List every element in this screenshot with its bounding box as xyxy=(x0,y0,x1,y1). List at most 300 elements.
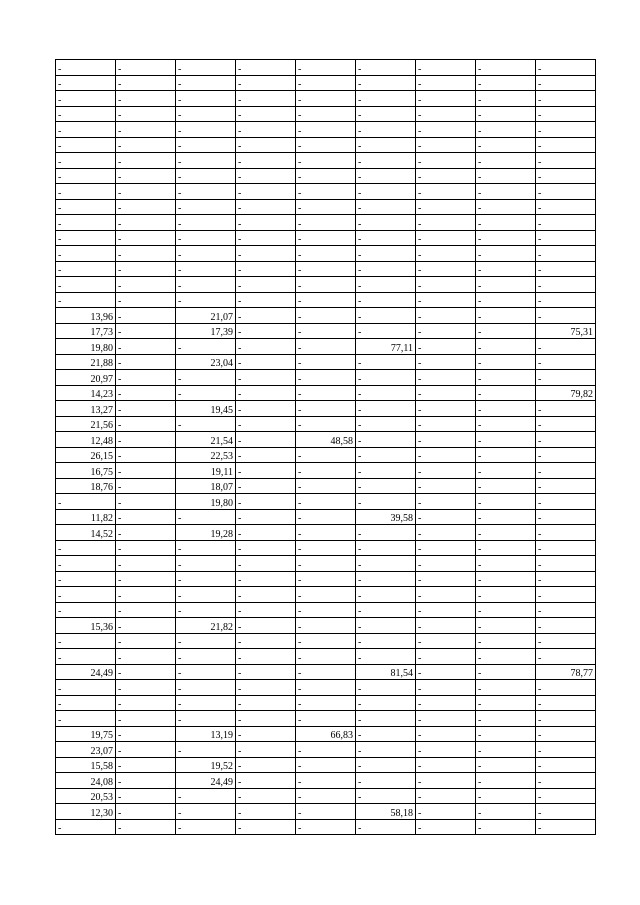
table-cell: - xyxy=(476,494,536,510)
table-cell: - xyxy=(236,509,296,525)
table-cell: - xyxy=(236,60,296,76)
table-row xyxy=(56,664,596,680)
table-cell: - xyxy=(476,75,536,91)
table-cell: - xyxy=(116,122,176,138)
table-cell: - xyxy=(476,184,536,200)
table-cell: - xyxy=(236,308,296,324)
table-cell: - xyxy=(476,525,536,541)
table-cell: 39,58 xyxy=(356,509,416,525)
table-cell: 17,39 xyxy=(176,323,236,339)
table-cell: - xyxy=(116,587,176,603)
table-cell: - xyxy=(236,168,296,184)
table-cell: - xyxy=(176,540,236,556)
table-cell: - xyxy=(296,711,356,727)
table-cell: - xyxy=(476,292,536,308)
table-row xyxy=(56,184,596,200)
table-cell: 81,54 xyxy=(356,664,416,680)
table-cell: - xyxy=(176,680,236,696)
table-cell: - xyxy=(296,819,356,835)
table-cell: - xyxy=(416,804,476,820)
table-cell: - xyxy=(356,726,416,742)
table-cell: - xyxy=(116,788,176,804)
table-cell: - xyxy=(236,664,296,680)
table-cell: - xyxy=(116,75,176,91)
table-cell: - xyxy=(176,711,236,727)
table-cell: - xyxy=(236,618,296,634)
table-cell: - xyxy=(476,416,536,432)
table-cell: - xyxy=(476,664,536,680)
table-row xyxy=(56,463,596,479)
table-row xyxy=(56,246,596,262)
table-cell: 17,73 xyxy=(56,323,116,339)
table-cell: - xyxy=(236,184,296,200)
table-cell: - xyxy=(296,277,356,293)
table-cell: - xyxy=(116,137,176,153)
table-row xyxy=(56,354,596,370)
table-cell: - xyxy=(416,649,476,665)
table-cell: - xyxy=(56,711,116,727)
table-cell: - xyxy=(236,587,296,603)
table-cell: - xyxy=(476,463,536,479)
table-cell: 19,75 xyxy=(56,726,116,742)
table-cell: - xyxy=(416,230,476,246)
table-cell: - xyxy=(296,618,356,634)
table-cell: - xyxy=(416,463,476,479)
table-cell: - xyxy=(416,757,476,773)
table-cell: - xyxy=(536,215,596,231)
table-cell: - xyxy=(56,199,116,215)
table-cell: - xyxy=(116,370,176,386)
table-cell: - xyxy=(236,819,296,835)
table-cell: 23,04 xyxy=(176,354,236,370)
table-row xyxy=(56,788,596,804)
table-row xyxy=(56,649,596,665)
table-cell: - xyxy=(476,230,536,246)
table-cell: - xyxy=(416,478,476,494)
table-cell: - xyxy=(536,494,596,510)
table-cell: - xyxy=(56,184,116,200)
table-cell: - xyxy=(476,556,536,572)
table-cell: 58,18 xyxy=(356,804,416,820)
table-cell: - xyxy=(176,742,236,758)
table-row xyxy=(56,91,596,107)
table-cell: - xyxy=(476,711,536,727)
table-cell: 12,30 xyxy=(56,804,116,820)
table-cell: - xyxy=(536,804,596,820)
table-cell: 19,28 xyxy=(176,525,236,541)
table-cell: - xyxy=(476,618,536,634)
table-cell: - xyxy=(416,308,476,324)
table-cell: - xyxy=(296,370,356,386)
table-cell: - xyxy=(536,509,596,525)
table-cell: - xyxy=(296,199,356,215)
table-row xyxy=(56,75,596,91)
table-cell: - xyxy=(536,354,596,370)
table-cell: - xyxy=(176,804,236,820)
table-cell: - xyxy=(536,602,596,618)
table-cell: - xyxy=(416,711,476,727)
table-cell: - xyxy=(116,494,176,510)
table-cell: - xyxy=(296,354,356,370)
table-cell: - xyxy=(176,184,236,200)
table-cell: - xyxy=(536,261,596,277)
table-cell: - xyxy=(296,416,356,432)
table-cell: - xyxy=(416,556,476,572)
table-cell: - xyxy=(356,711,416,727)
table-cell: - xyxy=(356,261,416,277)
table-cell: - xyxy=(296,184,356,200)
table-cell: - xyxy=(536,370,596,386)
table-cell: - xyxy=(296,509,356,525)
table-cell: - xyxy=(416,401,476,417)
table-cell: - xyxy=(296,447,356,463)
table-cell: - xyxy=(236,106,296,122)
table-cell: - xyxy=(536,230,596,246)
table-cell: - xyxy=(476,60,536,76)
table-cell: - xyxy=(236,463,296,479)
table-cell: - xyxy=(476,339,536,355)
table-cell: - xyxy=(356,788,416,804)
table-cell: - xyxy=(176,695,236,711)
table-cell: - xyxy=(116,602,176,618)
table-cell: - xyxy=(56,215,116,231)
table-cell: - xyxy=(176,819,236,835)
table-cell: - xyxy=(296,571,356,587)
table-cell: - xyxy=(296,463,356,479)
table-cell: 20,97 xyxy=(56,370,116,386)
table-cell: - xyxy=(116,416,176,432)
table-cell: - xyxy=(236,649,296,665)
table-cell: - xyxy=(56,556,116,572)
table-cell: - xyxy=(236,385,296,401)
table-cell: - xyxy=(176,649,236,665)
table-cell: - xyxy=(296,91,356,107)
table-row xyxy=(56,370,596,386)
table-cell: - xyxy=(416,261,476,277)
table-cell: 21,82 xyxy=(176,618,236,634)
table-cell: 20,53 xyxy=(56,788,116,804)
table-row xyxy=(56,571,596,587)
table-cell: - xyxy=(116,540,176,556)
table-cell: 22,53 xyxy=(176,447,236,463)
table-cell: - xyxy=(56,587,116,603)
table-cell: - xyxy=(176,385,236,401)
table-row xyxy=(56,106,596,122)
table-cell: 48,58 xyxy=(296,432,356,448)
table-row xyxy=(56,540,596,556)
table-cell: - xyxy=(296,664,356,680)
table-cell: 19,45 xyxy=(176,401,236,417)
table-cell: - xyxy=(356,742,416,758)
table-cell: - xyxy=(536,478,596,494)
table-cell: - xyxy=(476,122,536,138)
table-cell: - xyxy=(356,168,416,184)
table-cell: - xyxy=(176,587,236,603)
table-cell: - xyxy=(416,695,476,711)
table-cell: - xyxy=(476,680,536,696)
table-row xyxy=(56,695,596,711)
table-cell: 15,36 xyxy=(56,618,116,634)
table-cell: - xyxy=(176,75,236,91)
table-cell: 23,07 xyxy=(56,742,116,758)
table-cell: - xyxy=(116,571,176,587)
table-row xyxy=(56,757,596,773)
table-cell: - xyxy=(476,91,536,107)
table-cell: - xyxy=(356,757,416,773)
table-cell: - xyxy=(476,633,536,649)
table-cell: - xyxy=(116,773,176,789)
table-cell: - xyxy=(56,75,116,91)
table-cell: - xyxy=(296,122,356,138)
table-cell: - xyxy=(296,602,356,618)
table-cell: - xyxy=(356,618,416,634)
table-cell: - xyxy=(236,494,296,510)
table-cell: - xyxy=(296,478,356,494)
table-row xyxy=(56,339,596,355)
table-cell: - xyxy=(56,292,116,308)
table-cell: - xyxy=(116,726,176,742)
table-row xyxy=(56,819,596,835)
table-cell: - xyxy=(56,246,116,262)
table-cell: 21,07 xyxy=(176,308,236,324)
table-row xyxy=(56,587,596,603)
table-row xyxy=(56,618,596,634)
table-cell: - xyxy=(236,571,296,587)
table-cell: - xyxy=(356,122,416,138)
table-cell: - xyxy=(176,215,236,231)
table-cell: - xyxy=(416,525,476,541)
table-cell: - xyxy=(236,695,296,711)
table-cell: - xyxy=(176,60,236,76)
table-cell: - xyxy=(536,726,596,742)
table-cell: 19,80 xyxy=(56,339,116,355)
table-cell: - xyxy=(416,354,476,370)
table-cell: - xyxy=(356,60,416,76)
table-cell: - xyxy=(416,122,476,138)
table-cell: - xyxy=(356,199,416,215)
table-row xyxy=(56,432,596,448)
table-cell: - xyxy=(476,773,536,789)
table-cell: - xyxy=(236,137,296,153)
table-cell: - xyxy=(476,137,536,153)
table-cell: - xyxy=(116,757,176,773)
table-cell: - xyxy=(116,215,176,231)
table-cell: - xyxy=(176,91,236,107)
table-cell: - xyxy=(176,602,236,618)
table-cell: - xyxy=(356,525,416,541)
table-cell: - xyxy=(116,385,176,401)
table-cell: - xyxy=(356,695,416,711)
table-row xyxy=(56,292,596,308)
table-row xyxy=(56,509,596,525)
table-cell: - xyxy=(176,168,236,184)
table-cell: - xyxy=(416,680,476,696)
table-cell: - xyxy=(236,478,296,494)
table-cell: - xyxy=(236,602,296,618)
table-cell: - xyxy=(416,137,476,153)
table-cell: - xyxy=(236,757,296,773)
table-cell: - xyxy=(236,525,296,541)
table-cell: - xyxy=(296,168,356,184)
table-cell: - xyxy=(476,354,536,370)
table-cell: - xyxy=(416,292,476,308)
table-cell: - xyxy=(116,246,176,262)
table-cell: - xyxy=(416,819,476,835)
table-cell: - xyxy=(536,168,596,184)
table-cell: - xyxy=(356,323,416,339)
table-cell: - xyxy=(416,153,476,169)
table-cell: - xyxy=(356,230,416,246)
table-cell: - xyxy=(116,401,176,417)
table-cell: - xyxy=(476,695,536,711)
table-row xyxy=(56,478,596,494)
table-cell: - xyxy=(536,680,596,696)
table-cell: - xyxy=(476,649,536,665)
table-cell: - xyxy=(476,509,536,525)
table-cell: - xyxy=(296,788,356,804)
table-cell: - xyxy=(416,370,476,386)
table-cell: - xyxy=(476,757,536,773)
table-cell: - xyxy=(356,370,416,386)
table-cell: - xyxy=(476,432,536,448)
table-cell: - xyxy=(476,726,536,742)
table-cell: - xyxy=(56,695,116,711)
table-row xyxy=(56,726,596,742)
table-cell: - xyxy=(536,587,596,603)
table-cell: - xyxy=(296,525,356,541)
table-cell: 13,19 xyxy=(176,726,236,742)
table-cell: 78,77 xyxy=(536,664,596,680)
table-cell: - xyxy=(356,680,416,696)
table-cell: - xyxy=(56,680,116,696)
table-cell: - xyxy=(56,277,116,293)
table-cell: - xyxy=(176,509,236,525)
table-cell: - xyxy=(116,819,176,835)
table-cell: - xyxy=(416,540,476,556)
table-cell: - xyxy=(176,153,236,169)
table-cell: - xyxy=(356,649,416,665)
table-cell: - xyxy=(296,385,356,401)
table-cell: - xyxy=(536,184,596,200)
table-cell: - xyxy=(356,432,416,448)
table-row xyxy=(56,680,596,696)
table-cell: - xyxy=(296,494,356,510)
table-cell: - xyxy=(416,246,476,262)
table-row xyxy=(56,804,596,820)
table-cell: 14,23 xyxy=(56,385,116,401)
table-cell: - xyxy=(296,649,356,665)
table-cell: - xyxy=(356,75,416,91)
table-cell: - xyxy=(176,199,236,215)
table-row xyxy=(56,401,596,417)
table-cell: - xyxy=(296,261,356,277)
table-cell: - xyxy=(176,292,236,308)
table-cell: - xyxy=(56,122,116,138)
table-row xyxy=(56,215,596,231)
table-row xyxy=(56,633,596,649)
table-cell: - xyxy=(116,618,176,634)
table-cell: - xyxy=(56,261,116,277)
table-cell: - xyxy=(536,695,596,711)
table-cell: - xyxy=(536,649,596,665)
table-cell: - xyxy=(56,91,116,107)
table-cell: - xyxy=(416,447,476,463)
table-cell: - xyxy=(356,416,416,432)
table-cell: - xyxy=(116,292,176,308)
table-cell: - xyxy=(116,323,176,339)
table-cell: - xyxy=(236,215,296,231)
table-cell: - xyxy=(476,587,536,603)
table-cell: - xyxy=(416,60,476,76)
table-row xyxy=(56,168,596,184)
table-cell: - xyxy=(176,277,236,293)
table-cell: - xyxy=(536,122,596,138)
table-cell: - xyxy=(236,292,296,308)
table-cell: - xyxy=(116,664,176,680)
table-cell: - xyxy=(176,571,236,587)
table-cell: 24,49 xyxy=(176,773,236,789)
table-cell: - xyxy=(416,773,476,789)
table-cell: - xyxy=(56,819,116,835)
table-cell: - xyxy=(296,804,356,820)
table-cell: - xyxy=(356,540,416,556)
table-cell: - xyxy=(176,664,236,680)
table-cell: - xyxy=(116,261,176,277)
table-row xyxy=(56,153,596,169)
table-cell: - xyxy=(536,246,596,262)
table-cell: - xyxy=(536,308,596,324)
table-cell: - xyxy=(296,308,356,324)
table-cell: - xyxy=(176,261,236,277)
table-cell: - xyxy=(116,525,176,541)
table-cell: - xyxy=(536,525,596,541)
table-cell: - xyxy=(536,277,596,293)
table-cell: - xyxy=(536,571,596,587)
table-cell: - xyxy=(536,153,596,169)
table-cell: - xyxy=(536,106,596,122)
table-cell: - xyxy=(116,804,176,820)
table-cell: - xyxy=(116,277,176,293)
table-cell: - xyxy=(476,199,536,215)
table-cell: - xyxy=(476,819,536,835)
table-cell: - xyxy=(356,819,416,835)
table-cell: - xyxy=(416,571,476,587)
table-cell: - xyxy=(416,323,476,339)
table-cell: - xyxy=(116,199,176,215)
table-cell: - xyxy=(296,246,356,262)
table-cell: - xyxy=(236,633,296,649)
table-cell: 14,52 xyxy=(56,525,116,541)
table-cell: 26,15 xyxy=(56,447,116,463)
table-cell: - xyxy=(176,137,236,153)
table-row xyxy=(56,60,596,76)
table-cell: - xyxy=(416,215,476,231)
table-cell: - xyxy=(296,680,356,696)
table-cell: - xyxy=(56,106,116,122)
table-cell: - xyxy=(296,230,356,246)
table-cell: - xyxy=(416,618,476,634)
table-cell: - xyxy=(536,292,596,308)
table-cell: - xyxy=(536,556,596,572)
table-cell: - xyxy=(416,91,476,107)
table-cell: - xyxy=(296,695,356,711)
table-cell: - xyxy=(296,633,356,649)
table-cell: - xyxy=(536,75,596,91)
table-row xyxy=(56,416,596,432)
table-cell: - xyxy=(236,277,296,293)
table-cell: - xyxy=(236,416,296,432)
table-cell: - xyxy=(356,602,416,618)
